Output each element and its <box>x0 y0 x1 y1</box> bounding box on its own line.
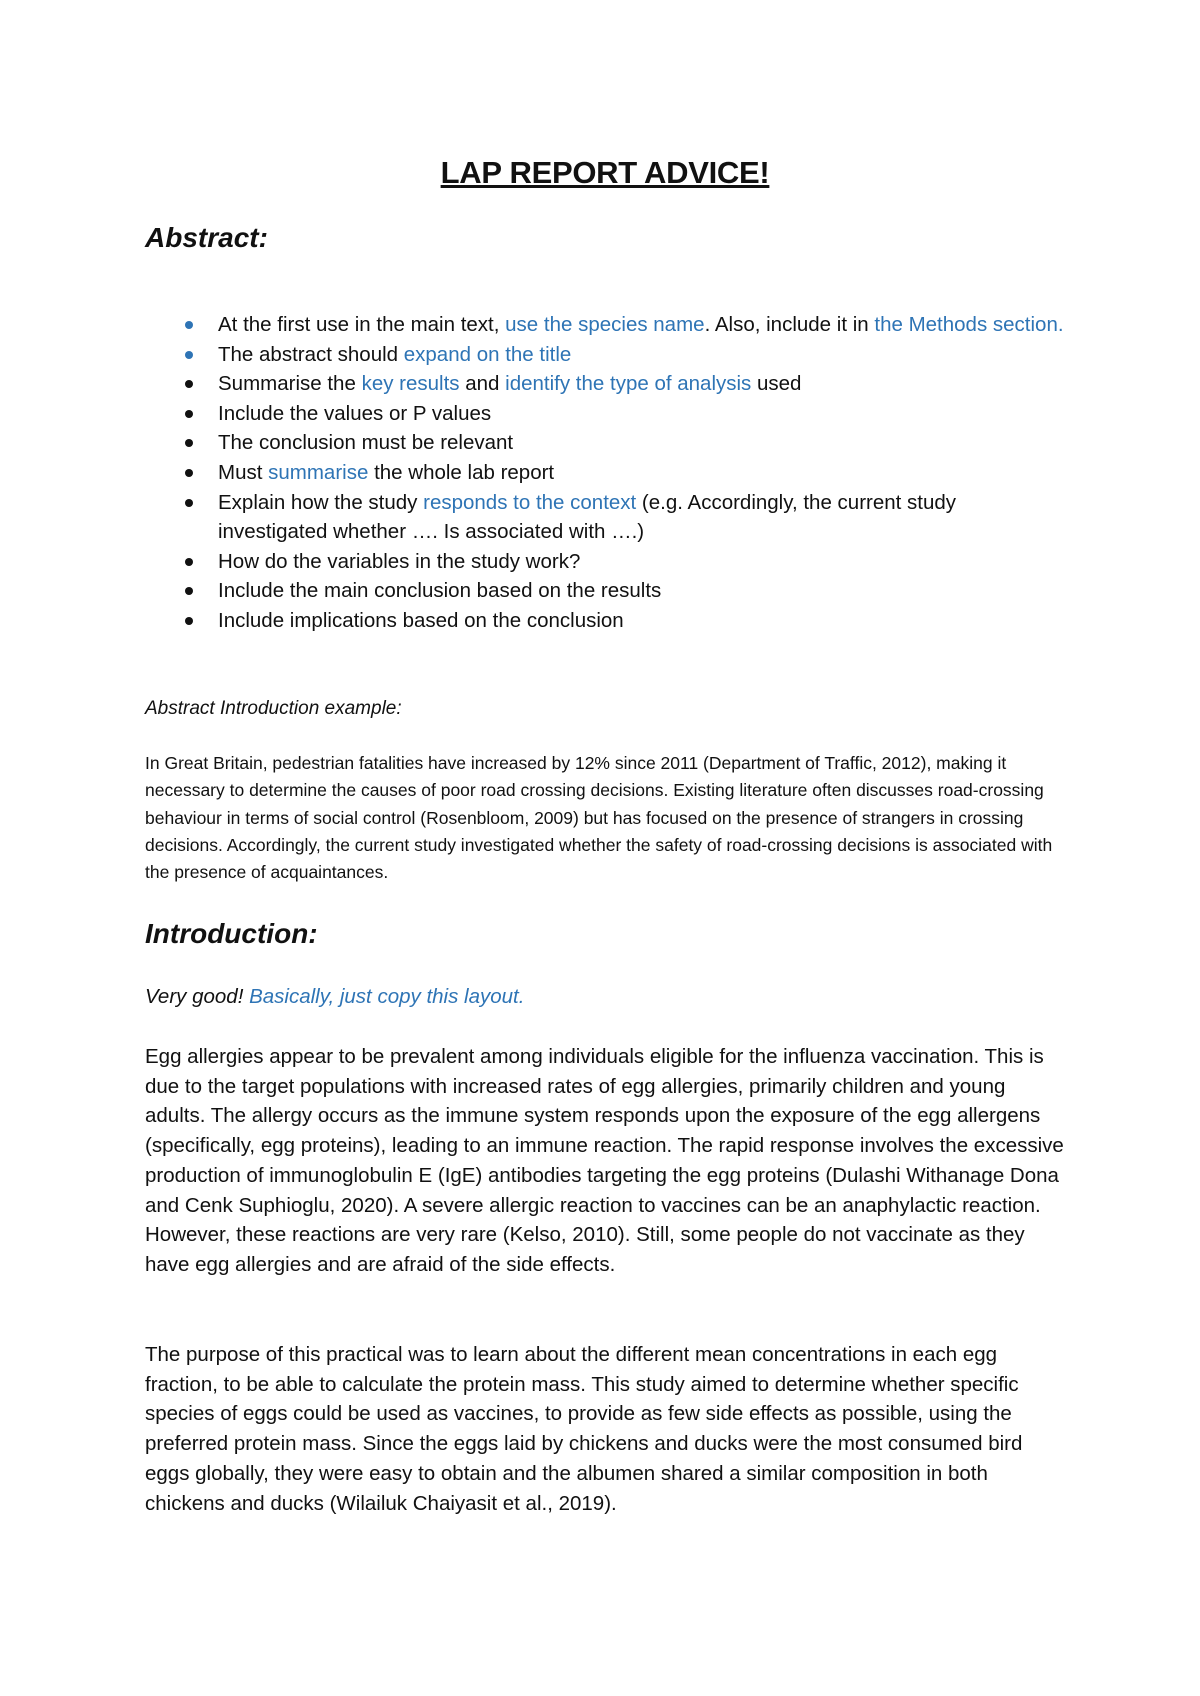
bullet-icon <box>185 469 193 477</box>
intro-note-prefix: Very good! <box>145 985 250 1008</box>
introduction-heading: Introduction: <box>145 918 318 949</box>
bullet-icon <box>185 439 193 447</box>
bullet-text: used <box>751 372 802 396</box>
bullet-highlight-text: responds to the context <box>423 490 637 514</box>
bullet-item <box>145 369 1065 399</box>
bullet-highlight-text: the Methods section. <box>874 313 1064 336</box>
bullet-text: Include the main conclusion based on the results <box>218 579 662 603</box>
abstract-example-text: In Great Britain, pedestrian fatalities have increased by 12% since 2011 (Department of Traffic, 2012), making it necessary to determine the causes of poor road crossing decisions. Existing literature often discusses road-crossing behaviour in terms of social control (Rosenbloom, 2009) but has focused on the presence of strangers in crossing decisions. Accordingly, the current study investigated whether the safety of road-crossing decisions is associated with the presence of acquaintances. <box>145 753 1053 883</box>
bullet-text: At the first use in the main text, <box>218 313 506 336</box>
bullet-item <box>145 488 1065 547</box>
intro-paragraph-1: Egg allergies appear to be prevalent among individuals eligible for the influenza vaccination. This is due to the target populations with increased rates of egg allergies, primarily children and young adults. The allergy occurs as the immune system responds upon the exposure of the egg allergens (specifically, egg proteins), leading to an immune reaction. The rapid response involves the excessive production of immunoglobulin E (IgE) antibodies targeting the egg proteins (Dulashi Withanage Dona and Cenk Suphioglu, 2020). A severe allergic reaction to vaccines can be an anaphylactic reaction. However, these reactions are very rare (Kelso, 2010). Still, some people do not vaccinate as they have egg allergies and are afraid of the side effects. <box>145 1045 1064 1276</box>
abstract-bullet-list <box>145 310 1065 636</box>
bullet-text: the whole lab report <box>368 460 555 484</box>
bullet-item <box>145 576 1065 606</box>
intro-note <box>145 985 524 1009</box>
bullet-icon <box>185 558 193 566</box>
bullet-item <box>145 547 1065 577</box>
abstract-heading: Abstract: <box>145 222 268 253</box>
abstract-example-label: Abstract Introduction example: <box>145 698 402 719</box>
bullet-highlight-text: use the species name <box>505 313 705 336</box>
bullet-highlight-text: expand on the title <box>403 342 572 366</box>
bullet-icon <box>185 587 193 595</box>
bullet-item <box>145 310 1065 340</box>
intro-note-highlight: Basically, just copy this layout. <box>249 985 525 1008</box>
bullet-text: The conclusion must be relevant <box>218 431 514 455</box>
bullet-item <box>145 340 1065 370</box>
bullet-highlight-text: identify the type of analysis <box>505 372 752 396</box>
bullet-icon <box>185 321 193 329</box>
bullet-icon <box>185 380 193 388</box>
bullet-text: Include the values or P values <box>218 401 492 425</box>
bullet-text: and <box>459 372 506 396</box>
bullet-text: Include implications based on the conclusion <box>218 608 624 632</box>
bullet-item <box>145 458 1065 488</box>
bullet-text: (e.g. Accordingly, the current study investigated whether …. Is associated with ….) <box>218 490 957 544</box>
bullet-text: Must <box>218 460 269 484</box>
bullet-text: . Also, include it in <box>704 313 875 336</box>
bullet-highlight-text: summarise <box>268 460 369 484</box>
intro-paragraph-2: The purpose of this practical was to learn about the different mean concentrations in each egg fraction, to be able to calculate the protein mass. This study aimed to determine whether specific species of eggs could be used as vaccines, to provide as few side effects as possible, using the preferred protein mass. Since the eggs laid by chickens and ducks were the most consumed bird eggs globally, they were easy to obtain and the albumen shared a similar composition in both chickens and ducks (Wilailuk Chaiyasit et al., 2019). <box>145 1343 1023 1515</box>
document-title: LAP REPORT ADVICE! <box>440 155 770 190</box>
bullet-text: How do the variables in the study work? <box>218 549 581 573</box>
bullet-item <box>145 399 1065 429</box>
bullet-icon <box>185 499 193 507</box>
bullet-text: Explain how the study <box>218 490 424 514</box>
bullet-icon <box>185 410 193 418</box>
bullet-item <box>145 428 1065 458</box>
bullet-highlight-text: key results <box>361 372 460 396</box>
bullet-icon <box>185 351 193 359</box>
bullet-icon <box>185 617 193 625</box>
bullet-text: Summarise the <box>218 372 362 396</box>
bullet-item <box>145 606 1065 636</box>
bullet-text: The abstract should <box>218 342 404 366</box>
